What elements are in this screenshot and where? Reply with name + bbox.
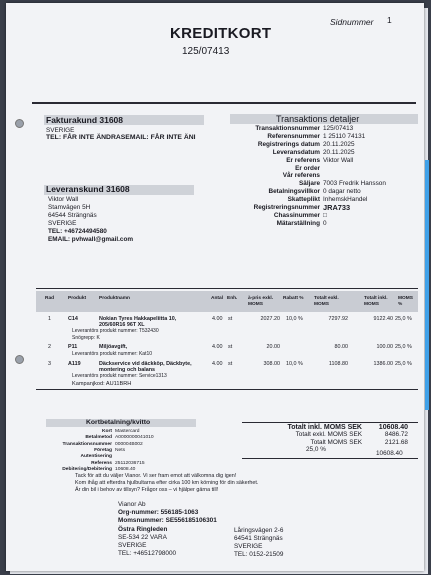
supplier-product-number: Leverantörs produkt nummer: Service1313 bbox=[72, 373, 167, 379]
vat-percent: 25,0 % bbox=[395, 316, 412, 322]
column-header: à-pris exkl. MOMS bbox=[248, 296, 274, 307]
product-note: Snögrepp: K bbox=[72, 335, 100, 341]
divider bbox=[36, 288, 418, 289]
total-value: 8486.72 bbox=[384, 431, 408, 439]
payment-value: Nets bbox=[115, 447, 126, 453]
transaction-value: 125/07413 bbox=[323, 125, 354, 132]
column-header: Totalt inkl. MOMS bbox=[364, 296, 388, 307]
store-street: Låringsvägen 2-6 bbox=[234, 527, 284, 534]
row-number: 3 bbox=[48, 361, 51, 367]
document-title: KREDITKORT bbox=[170, 25, 272, 42]
invoice-page bbox=[6, 3, 424, 571]
total-incl-vat: 1386.00 bbox=[373, 361, 393, 367]
payment-label: Debitering/Debitering bbox=[62, 466, 112, 472]
company-name: Vianor Ab bbox=[118, 501, 146, 508]
supplier-product-number: Leverantörs produkt nummer: T532430 bbox=[72, 328, 159, 334]
transaction-label: Er referens bbox=[286, 156, 320, 164]
transaction-value: InhemskHandel bbox=[323, 196, 368, 204]
transaction-label: Betalningsvillkor bbox=[268, 188, 320, 196]
vat-rate: 25,0 % bbox=[306, 446, 326, 453]
total-value: 2121.68 bbox=[384, 438, 408, 446]
store-phone: TEL: 0152-21509 bbox=[234, 551, 284, 558]
vat-percent: 25,0 % bbox=[395, 361, 412, 367]
divider bbox=[242, 422, 418, 423]
company-vat-number: Momsnummer: SE556185106301 bbox=[118, 517, 217, 524]
payment-label: Betalmetod bbox=[85, 435, 112, 441]
quantity: 4.00 bbox=[212, 344, 223, 350]
discount: 10,0 % bbox=[286, 361, 303, 367]
transaction-value: 7003 Fredrik Hansson bbox=[323, 180, 386, 188]
unit: st bbox=[228, 344, 233, 350]
unit-price: 308.00 bbox=[263, 361, 280, 367]
product-name: Miljöavgift, bbox=[99, 344, 128, 350]
product-name-2: montering och balans bbox=[99, 367, 156, 373]
transaction-value: □ bbox=[323, 211, 327, 219]
total-incl-vat: 100.00 bbox=[376, 344, 393, 350]
thanks-line-1: Tack för att du väljer Vianor. Vi ser fram emot att välkomna dig igen! bbox=[75, 473, 237, 479]
transaction-value: 0 bbox=[323, 219, 327, 227]
branch-phone: TEL: +46512798000 bbox=[118, 550, 177, 557]
product-code: A119 bbox=[68, 361, 81, 367]
divider bbox=[32, 102, 416, 104]
transaction-label: Transaktionsnummer bbox=[255, 125, 320, 132]
payment-label: Kort bbox=[101, 429, 112, 434]
document-number: 125/07413 bbox=[182, 46, 230, 57]
column-header: MOMS % bbox=[398, 296, 413, 307]
total-value: 10608.40 bbox=[378, 424, 408, 431]
thanks-line-3: Är din bil i behov av tillsyn? Frågor oss – vi hjälper gärna till! bbox=[75, 487, 219, 493]
discount: 10,0 % bbox=[286, 316, 303, 322]
divider bbox=[36, 389, 418, 390]
row-number: 2 bbox=[48, 344, 51, 350]
transaction-heading: Transaktions detaljer bbox=[276, 114, 360, 124]
payment-label: Transaktionsnummer bbox=[62, 441, 112, 447]
delivery-street: Stamvägen 5H bbox=[48, 204, 91, 211]
product-code: C14 bbox=[68, 316, 78, 322]
store-country: SVERIGE bbox=[234, 543, 263, 550]
unit-price: 20.00 bbox=[266, 344, 280, 350]
payment-heading: Kortbetalning/kvitto bbox=[86, 419, 151, 426]
transaction-label: Er order bbox=[295, 164, 320, 172]
unit: st bbox=[228, 361, 233, 367]
billing-heading: Fakturakund 31608 bbox=[46, 115, 124, 125]
total-incl-vat: 9122.40 bbox=[373, 316, 393, 322]
billing-country: SVERIGE bbox=[46, 127, 75, 134]
transaction-value: 20.11.2025 bbox=[323, 148, 355, 156]
column-header: Totalt exkl. MOMS bbox=[314, 296, 339, 307]
column-header: Produktnamn bbox=[99, 296, 130, 301]
vat-percent: 25,0 % bbox=[395, 344, 412, 350]
column-header: Enh. bbox=[227, 296, 238, 301]
transaction-value: JRA733 bbox=[323, 203, 351, 212]
total-excl-vat: 80.00 bbox=[334, 344, 348, 350]
unit-price: 2027.20 bbox=[260, 316, 280, 322]
unit: st bbox=[228, 316, 233, 322]
payment-label: Autentisering bbox=[80, 454, 112, 460]
total-excl-vat: 7297.92 bbox=[328, 316, 348, 322]
quantity: 4.00 bbox=[212, 361, 223, 367]
billing-phone-email: TEL: FÅR INTE ÄNDRASEMAIL: FÅR INTE ÄNI bbox=[46, 134, 196, 141]
transaction-value: Viktor Wall bbox=[323, 156, 354, 164]
delivery-country: SVERIGE bbox=[48, 220, 77, 227]
product-name-2: 205/60R16 96T XL bbox=[99, 322, 145, 328]
transaction-label: Säljare bbox=[299, 180, 320, 188]
thanks-line-2: Kom ihåg att efterdra hjulbultarna efter cirka 100 km körning för din säkerhet. bbox=[75, 480, 259, 486]
transaction-label: Skatteplikt bbox=[287, 196, 320, 204]
transaction-label: Registreringsnummer bbox=[253, 204, 320, 211]
transaction-label: Mätarställning bbox=[276, 219, 320, 227]
page-number: 1 bbox=[387, 15, 392, 25]
product-name: Nokian Tyres Hakkapeliitta 10, bbox=[99, 316, 177, 322]
divider bbox=[242, 458, 418, 459]
total-excl-vat: 1108.80 bbox=[328, 361, 348, 367]
total-label: Totalt MOMS SEK bbox=[310, 438, 362, 446]
blue-page-edge bbox=[425, 160, 429, 410]
payment-label: Referens bbox=[91, 460, 112, 466]
branch-country: SVERIGE bbox=[118, 542, 147, 549]
transaction-label: Vår referens bbox=[282, 172, 320, 180]
column-header: Rabatt % bbox=[283, 296, 304, 301]
payment-label: Företag bbox=[94, 447, 112, 453]
delivery-email: EMAIL: pvhwall@gmail.com bbox=[48, 236, 134, 243]
delivery-heading: Leveranskund 31608 bbox=[46, 184, 130, 194]
payment-value: Mastercard bbox=[115, 429, 140, 434]
payment-value: 000004B002 bbox=[115, 441, 143, 447]
punch-hole bbox=[15, 119, 24, 128]
vat-total: 10608.40 bbox=[376, 450, 403, 457]
transaction-label: Referensnummer bbox=[267, 132, 320, 140]
row-number: 1 bbox=[48, 316, 51, 322]
payment-value: 10608.40 bbox=[115, 466, 136, 472]
payment-value: 25112036715 bbox=[115, 460, 145, 466]
branch-name: Östra Ringleden bbox=[118, 526, 168, 533]
transaction-label: Registrerings datum bbox=[257, 140, 320, 148]
transaction-value: 0 dagar netto bbox=[323, 188, 361, 196]
campaign-code: Kampanjkod: AU11BRH bbox=[72, 381, 132, 387]
delivery-postal: 64544 Strängnäs bbox=[48, 212, 97, 219]
supplier-product-number: Leverantörs produkt nummer: Kat10 bbox=[72, 351, 153, 357]
transaction-label: Chassinummer bbox=[273, 211, 320, 219]
product-code: P11 bbox=[68, 344, 78, 350]
store-city: 64541 Strängnäs bbox=[234, 535, 283, 542]
delivery-phone: TEL: +46724494580 bbox=[48, 228, 107, 235]
transaction-label: Leveransdatum bbox=[272, 148, 320, 156]
punch-hole bbox=[15, 355, 24, 364]
company-org-number: Org-nummer: 556185-1063 bbox=[118, 509, 199, 516]
total-label: Totalt exkl. MOMS SEK bbox=[295, 431, 362, 439]
page-number-label: Sidnummer bbox=[330, 17, 374, 27]
payment-value: A0000000041010 bbox=[115, 435, 154, 441]
delivery-name: Viktor Wall bbox=[48, 196, 79, 203]
product-name: Däckservice vid däckköp, Däckbyte, bbox=[99, 361, 192, 367]
column-header: Antal bbox=[211, 296, 223, 301]
quantity: 4.00 bbox=[212, 316, 223, 322]
column-header: Rad bbox=[45, 296, 55, 301]
branch-address: SE-534 22 VARA bbox=[118, 534, 167, 541]
column-header: Produkt bbox=[68, 296, 87, 301]
total-label: Totalt inkl. MOMS SEK bbox=[287, 424, 362, 431]
transaction-value: 20.11.2025 bbox=[323, 140, 355, 148]
transaction-value: 1 25110 74131 bbox=[323, 132, 366, 140]
